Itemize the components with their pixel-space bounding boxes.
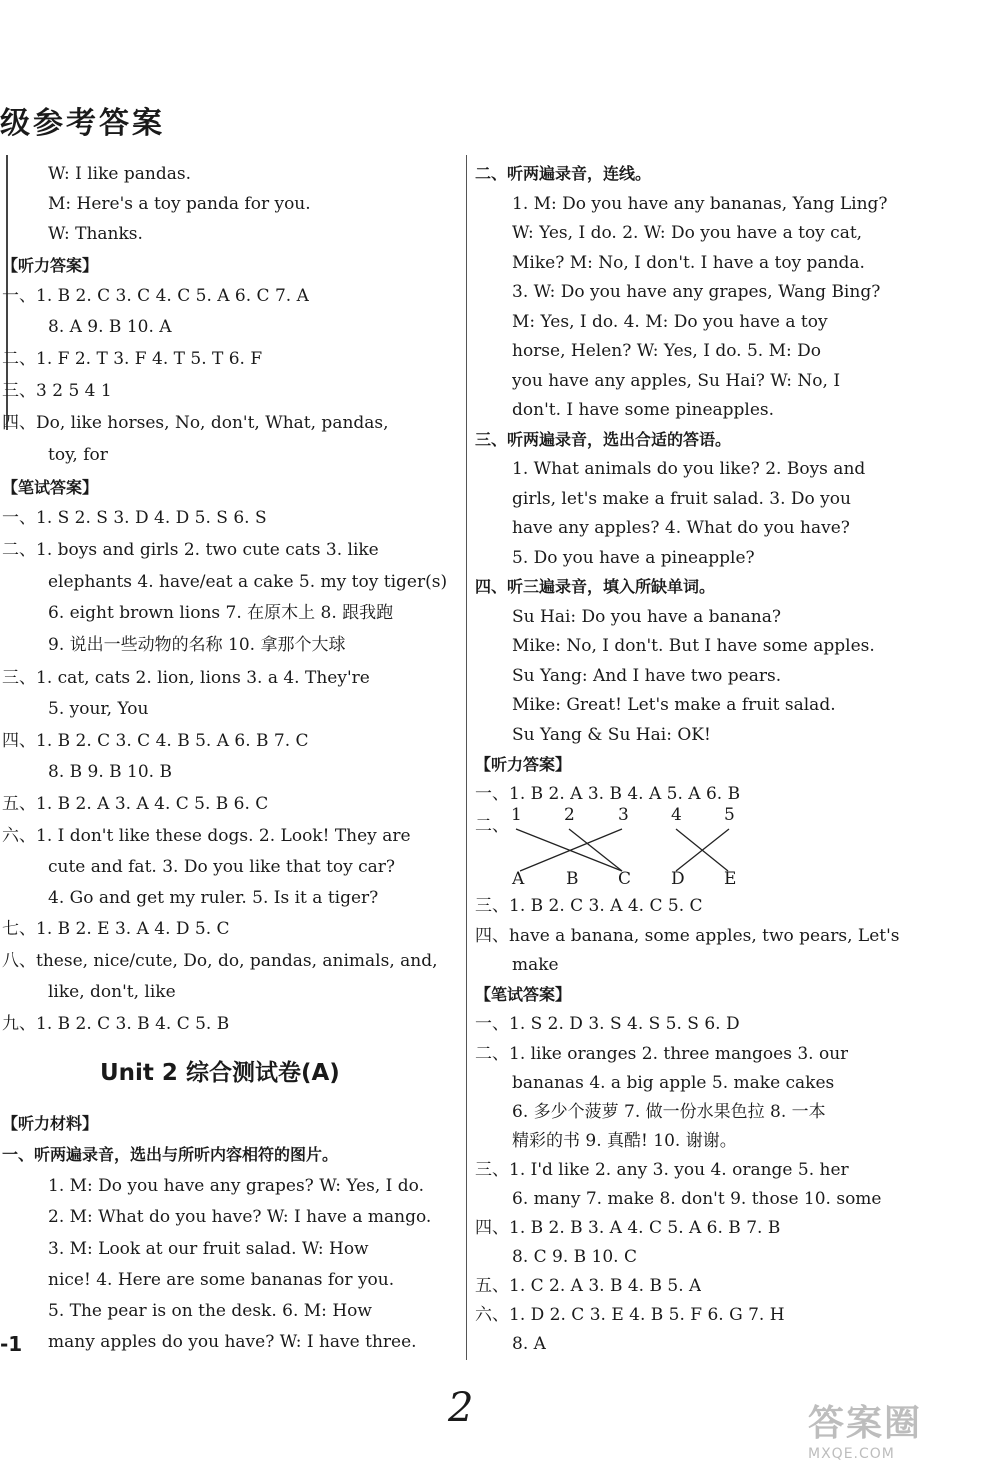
text-line: 精彩的书 9. 真酷! 10. 谢谢。 — [512, 1131, 737, 1151]
text-line: 九、1. B 2. C 3. B 4. C 5. B — [2, 1014, 230, 1034]
watermark-bottom: MXQE.COM — [808, 1446, 895, 1462]
text-line: 一、1. S 2. D 3. S 4. S 5. S 6. D — [475, 1014, 740, 1034]
text-line: 3. W: Do you have any grapes, Wang Bing? — [512, 282, 881, 302]
text-line: make — [512, 955, 559, 975]
text-line: 1. M: Do you have any bananas, Yang Ling? — [512, 194, 888, 214]
text-line: you have any apples, Su Hai? W: No, I — [512, 371, 841, 391]
text-line: elephants 4. have/eat a cake 5. my toy tiger(s) — [48, 572, 448, 592]
text-line: nice! 4. Here are some bananas for you. — [48, 1270, 395, 1290]
section-heading: 三、听两遍录音，选出合适的答语。 — [475, 430, 732, 449]
handwritten-mark: 2 — [448, 1385, 474, 1431]
text-line: 一、1. B 2. A 3. B 4. A 5. A 6. B — [475, 784, 741, 804]
section-heading: 四、听三遍录音，填入所缺单词。 — [475, 577, 716, 596]
text-line: 四、1. B 2. C 3. C 4. B 5. A 6. B 7. C — [2, 731, 309, 751]
text-line: Su Yang & Su Hai: OK! — [512, 725, 711, 745]
matching-diagram — [475, 805, 760, 890]
text-line: don't. I have some pineapples. — [512, 400, 775, 420]
match-number: 4 — [671, 805, 682, 825]
match-line — [569, 829, 622, 871]
text-line: cute and fat. 3. Do you like that toy car? — [48, 857, 396, 877]
text-line: 6. eight brown lions 7. 在原木上 8. 跟我跑 — [48, 603, 394, 623]
section-heading: 【听力材料】 — [2, 1114, 99, 1133]
watermark-top: 答案圈 — [808, 1403, 923, 1444]
text-line: 六、1. D 2. C 3. E 4. B 5. F 6. G 7. H — [475, 1305, 785, 1325]
section-heading: 【笔试答案】 — [2, 478, 99, 497]
match-number: 1 — [511, 805, 522, 825]
section-header: 级参考答案 — [0, 106, 165, 141]
text-line: 6. many 7. make 8. don't 9. those 10. some — [512, 1189, 882, 1209]
match-letter: B — [566, 869, 579, 889]
text-line: 6. 多少个菠萝 7. 做一份水果色拉 8. 一本 — [512, 1102, 826, 1122]
match-number: 2 — [564, 805, 575, 825]
text-line: 八、these, nice/cute, Do, do, pandas, animals, and, — [2, 951, 438, 971]
text-line: 二、1. like oranges 2. three mangoes 3. our — [475, 1044, 849, 1064]
text-line: 9. 说出一些动物的名称 10. 拿那个大球 — [48, 635, 346, 655]
text-line: girls, let's make a fruit salad. 3. Do you — [512, 489, 851, 509]
text-line: W: I like pandas. — [48, 164, 191, 184]
text-line: 2. M: What do you have? W: I have a mango. — [48, 1207, 432, 1227]
text-line: W: Thanks. — [48, 224, 143, 244]
section-heading: 【听力答案】 — [475, 755, 572, 774]
text-line: 1. What animals do you like? 2. Boys and — [512, 459, 866, 479]
text-line: 一、1. B 2. C 3. C 4. C 5. A 6. C 7. A — [2, 286, 309, 306]
section-heading: 一、听两遍录音，选出与所听内容相符的图片。 — [2, 1145, 339, 1164]
text-line: horse, Helen? W: Yes, I do. 5. M: Do — [512, 341, 821, 361]
text-line: 四、Do, like horses, No, don't, What, pandas, — [2, 413, 389, 433]
text-line: W: Yes, I do. 2. W: Do you have a toy cat, — [512, 223, 863, 243]
text-line: many apples do you have? W: I have three. — [48, 1332, 417, 1352]
text-line: M: Yes, I do. 4. M: Do you have a toy — [512, 312, 828, 332]
text-line: Su Yang: And I have two pears. — [512, 666, 782, 686]
text-line: 1. M: Do you have any grapes? W: Yes, I do. — [48, 1176, 425, 1196]
text-line: Su Hai: Do you have a banana? — [512, 607, 781, 627]
text-line: Mike: Great! Let's make a fruit salad. — [512, 695, 836, 715]
text-line: bananas 4. a big apple 5. make cakes — [512, 1073, 835, 1093]
match-letter: D — [671, 869, 685, 889]
section-heading: 【笔试答案】 — [475, 985, 572, 1004]
text-line: 三、3 2 5 4 1 — [2, 381, 112, 401]
text-line: 二、1. boys and girls 2. two cute cats 3. like — [2, 540, 379, 560]
text-line: 8. A 9. B 10. A — [48, 317, 172, 337]
text-line: 二、1. F 2. T 3. F 4. T 5. T 6. F — [2, 349, 263, 369]
text-line: 一、1. S 2. S 3. D 4. D 5. S 6. S — [2, 508, 267, 528]
watermark — [808, 1395, 988, 1462]
match-number: 5 — [724, 805, 735, 825]
text-line: like, don't, like — [48, 982, 176, 1002]
match-number: 3 — [618, 805, 629, 825]
text-line: have any apples? 4. What do you have? — [512, 518, 850, 538]
text-line: 5. your, You — [48, 699, 149, 719]
page-number: -1 — [0, 1332, 23, 1356]
text-line: 五、1. C 2. A 3. B 4. B 5. A — [475, 1276, 702, 1296]
text-line: 3. M: Look at our fruit salad. W: How — [48, 1239, 369, 1259]
column-divider — [466, 155, 467, 1360]
text-line: 4. Go and get my ruler. 5. Is it a tiger? — [48, 888, 379, 908]
section-heading: 【听力答案】 — [2, 256, 99, 275]
text-line: Mike: No, I don't. But I have some apples. — [512, 636, 875, 656]
match-letter: C — [618, 869, 632, 889]
match-letter: E — [724, 869, 737, 889]
text-line: 5. The pear is on the desk. 6. M: How — [48, 1301, 372, 1321]
unit-title: Unit 2 综合测试卷(A) — [100, 1060, 340, 1086]
match-prefix: 二、 — [475, 816, 509, 836]
text-line: 三、1. B 2. C 3. A 4. C 5. C — [475, 896, 703, 916]
text-line: Mike? M: No, I don't. I have a toy panda. — [512, 253, 865, 273]
match-letter: A — [512, 869, 525, 889]
text-line: 三、1. cat, cats 2. lion, lions 3. a 4. They're — [2, 668, 370, 688]
text-line: 四、1. B 2. B 3. A 4. C 5. A 6. B 7. B — [475, 1218, 781, 1238]
text-line: 四、have a banana, some apples, two pears, Let's — [475, 926, 900, 946]
text-line: 8. A — [512, 1334, 546, 1354]
text-line: 六、1. I don't like these dogs. 2. Look! They are — [2, 826, 411, 846]
section-heading: 二、听两遍录音，连线。 — [475, 164, 652, 183]
text-line: 五、1. B 2. A 3. A 4. C 5. B 6. C — [2, 794, 269, 814]
text-line: 5. Do you have a pineapple? — [512, 548, 755, 568]
text-line: 8. C 9. B 10. C — [512, 1247, 638, 1267]
text-line: M: Here's a toy panda for you. — [48, 194, 311, 214]
text-line: 七、1. B 2. E 3. A 4. D 5. C — [2, 919, 230, 939]
text-line: 三、1. I'd like 2. any 3. you 4. orange 5. her — [475, 1160, 849, 1180]
text-line: toy, for — [48, 445, 108, 465]
text-line: 8. B 9. B 10. B — [48, 762, 172, 782]
